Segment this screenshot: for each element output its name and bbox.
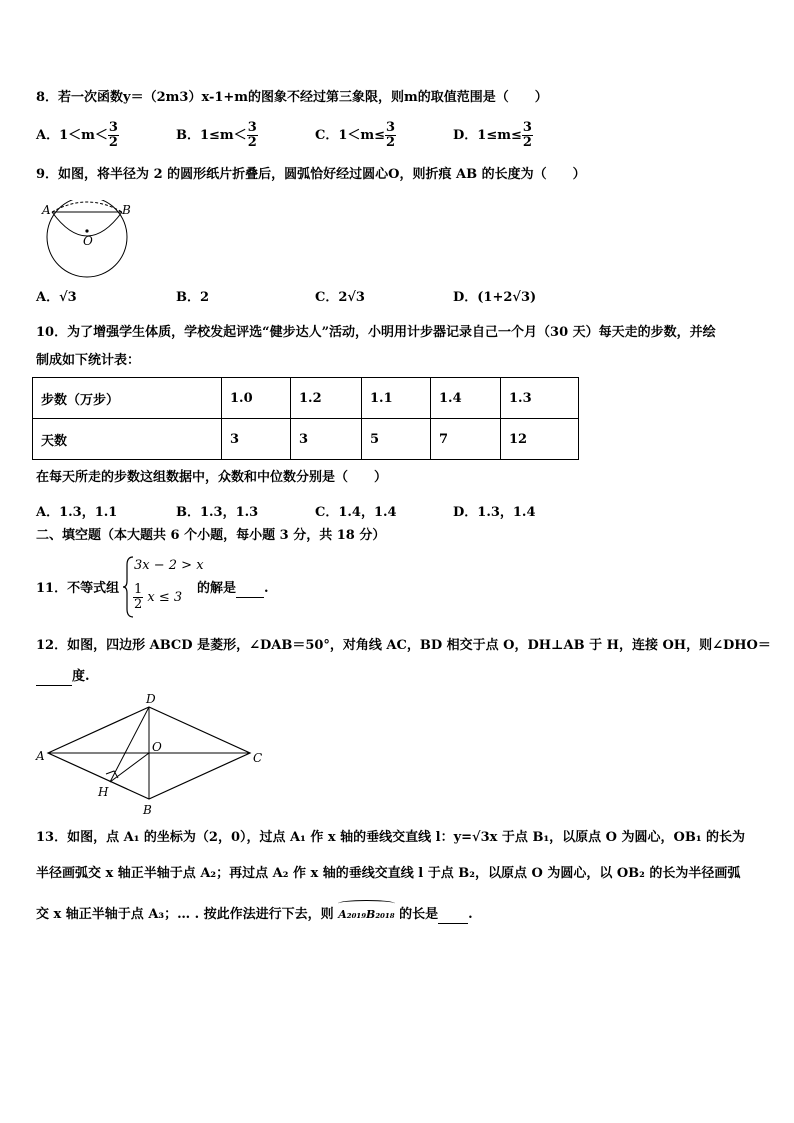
q13-line2: 半径画弧交 x 轴正半轴于点 A₂；再过点 A₂ 作 x 轴的垂线交直线 l 于点 B₂，以原点 O 为圆心，以 OB₂ 的长为半径画弧 (36, 866, 741, 881)
q12-label-o: O (152, 740, 162, 754)
q11-suffix: 的解是 (197, 581, 237, 596)
q12-label-h: H (98, 785, 109, 799)
q9-label-b: B (122, 203, 131, 217)
q8-option-d (453, 121, 533, 150)
q13-line3: 交 x 轴正半轴于点 A₃；… . 按此作法进行下去，则 A₂₀₁₉B₂₀₁₈ 的长是 . (36, 903, 473, 924)
q8-option-d-label: D．1≤m≤ (453, 128, 522, 143)
table-cell: 1.3 (501, 378, 579, 419)
q10-option-c: C．1.4，1.4 (315, 505, 397, 520)
q11-inequality-2 (133, 583, 182, 612)
q8-option-c-label: C．1＜m≤ (315, 128, 386, 143)
q12-label-d: D (146, 692, 156, 706)
q12-stem-line1: 12．如图，四边形 ABCD 是菱形，∠DAB＝50°，对角线 AC，BD 相交于点 O，DH⊥AB 于 H，连接 OH，则∠DHO＝ (36, 638, 771, 653)
q11-prefix: 11．不等式组 (36, 581, 120, 596)
q8-option-c-fraction: $\frac{3}{2}$ (386, 120, 396, 150)
q13-answer-blank[interactable] (438, 907, 468, 924)
q9-option-c: C．2√3 (315, 290, 365, 305)
q8-option-a-fraction: $\frac{3}{2}$ (108, 120, 118, 150)
q12-answer-blank[interactable] (36, 669, 72, 686)
q10-question: 在每天所走的步数这组数据中，众数和中位数分别是（ ） (36, 470, 388, 485)
q9-option-d: D．(1+2√3) (453, 290, 537, 305)
table-header-steps: 步数（万步） (33, 378, 222, 419)
q8-option-b-fraction: $\frac{3}{2}$ (247, 120, 257, 150)
q9-option-b: B．2 (176, 290, 210, 305)
q13-line1: 13．如图，点 A₁ 的坐标为（2，0），过点 A₁ 作 x 轴的垂线交直线 l：y=√3x 于点 B₁，以原点 O 为圆心，OB₁ 的长为 (36, 830, 746, 845)
table-row (33, 419, 579, 460)
q13-line3-prefix: 交 x 轴正半轴于点 A₃；… . 按此作法进行下去，则 (36, 907, 334, 922)
table-cell: 1.2 (291, 378, 362, 419)
q11-half-fraction: $\frac{1}{2}$ (134, 582, 143, 612)
q12-rhombus-figure (34, 690, 274, 820)
table-cell: 1.1 (362, 378, 431, 419)
table-row (33, 378, 579, 419)
q13-line3-suffix: 的长是 (399, 907, 439, 922)
q8-stem: 8．若一次函数y＝（2m3）x-1+m的图象不经过第三象限，则m的取值范围是（ ） (36, 90, 548, 105)
q8-option-a (36, 121, 119, 150)
q9-center-dot (85, 229, 88, 232)
q11-answer-blank[interactable] (236, 581, 264, 598)
table-cell: 1.0 (222, 378, 291, 419)
q10-stem-line1: 10．为了增强学生体质，学校发起评选“健步达人”活动，小明用计步器记录自己一个月（30 天）每天走的步数，并绘 (36, 325, 716, 340)
q9-stem: 9．如图，将半径为 2 的圆形纸片折叠后，圆弧恰好经过圆心O，则折痕 AB 的长度为（ ） (36, 167, 586, 182)
q11-inequality-1: 3x − 2 > x (134, 558, 204, 573)
q12-label-a: A (36, 749, 45, 763)
table-cell: 3 (291, 419, 362, 460)
q11-inequality-2-rest: x ≤ 3 (147, 590, 183, 605)
table-cell: 3 (222, 419, 291, 460)
q9-circle-figure (36, 200, 146, 295)
q9-label-o: O (83, 234, 93, 248)
q10-stats-table (32, 377, 579, 460)
q8-option-b-label: B．1≤m＜ (176, 128, 247, 143)
q10-stem-line2: 制成如下统计表： (36, 353, 141, 368)
q11-answer-line: 的解是 . (197, 581, 269, 596)
q12-segment-dh (110, 707, 149, 782)
q9-option-a: A．√3 (36, 290, 77, 305)
q12-segment-oh (110, 753, 149, 782)
q13-arc-mark (338, 900, 394, 907)
q8-option-d-fraction: $\frac{3}{2}$ (522, 120, 532, 150)
q12-stem-line2: 度. (36, 669, 90, 686)
q10-option-a: A．1.3，1.1 (36, 505, 118, 520)
table-cell: 12 (501, 419, 579, 460)
q9-dashed-arc (52, 202, 122, 212)
section-2-heading: 二、填空题（本大题共 6 个小题，每小题 3 分，共 18 分） (36, 528, 386, 543)
q8-option-c (315, 121, 396, 150)
q8-option-a-label: A．1＜m＜ (36, 128, 108, 143)
q8-option-b (176, 121, 258, 150)
table-cell: 5 (362, 419, 431, 460)
q10-option-d: D．1.3，1.4 (453, 505, 536, 520)
q12-label-b: B (143, 803, 152, 817)
q12-label-c: C (253, 751, 263, 765)
q13-arc-label: A₂₀₁₉B₂₀₁₈ (338, 903, 394, 923)
q10-option-b: B．1.3，1.3 (176, 505, 259, 520)
table-cell: 7 (431, 419, 501, 460)
table-cell: 1.4 (431, 378, 501, 419)
table-header-days: 天数 (33, 419, 222, 460)
q9-label-a: A (42, 203, 51, 217)
